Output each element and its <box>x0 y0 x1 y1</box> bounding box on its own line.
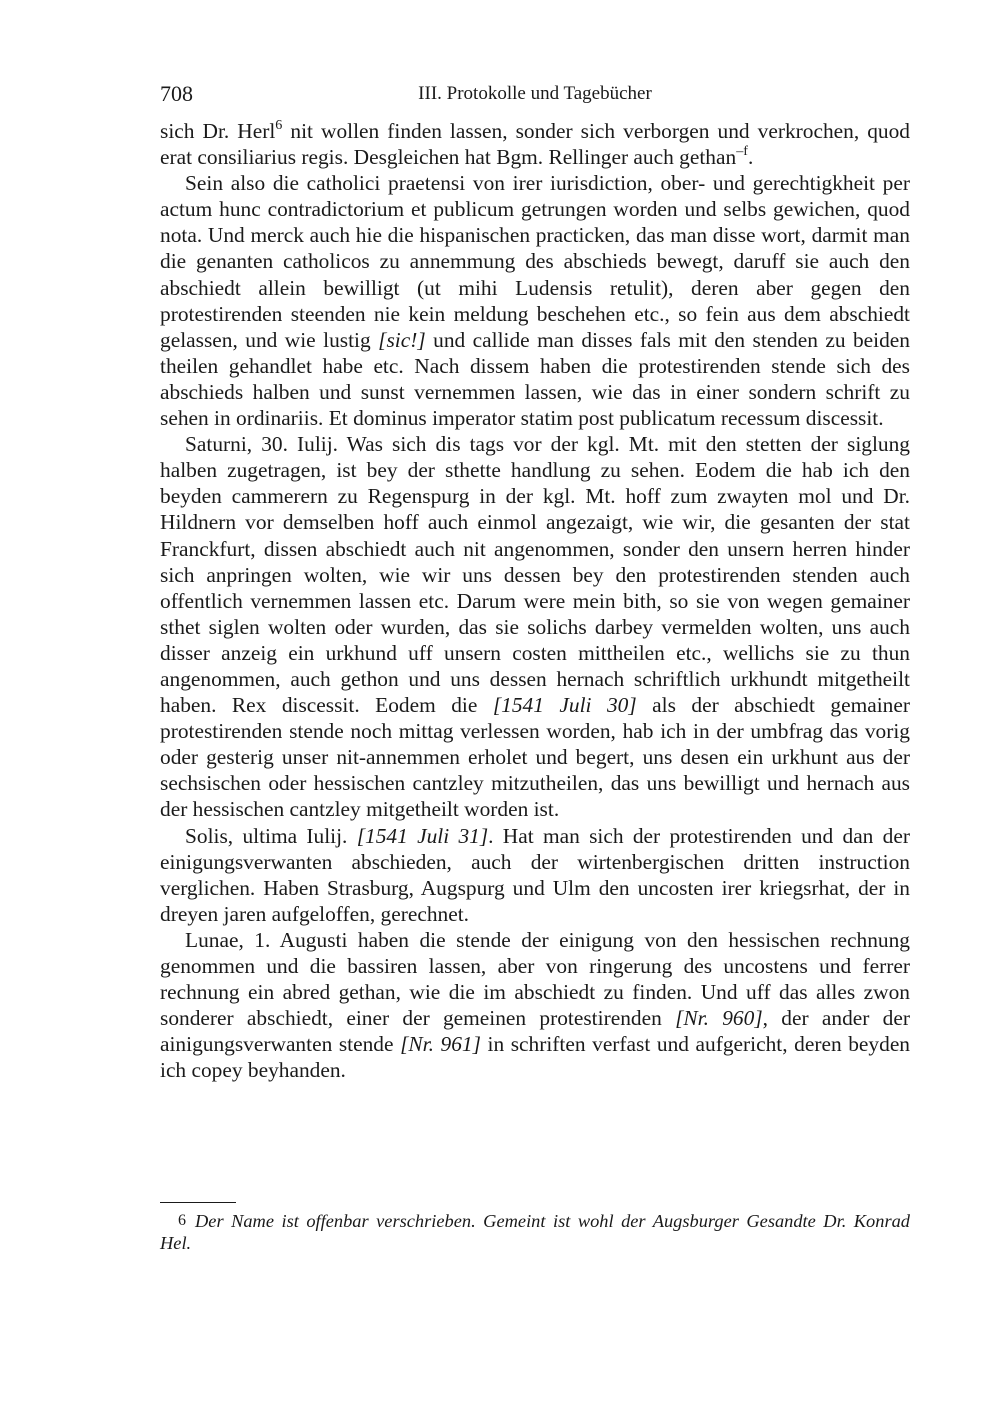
footnote-6 <box>160 1210 910 1254</box>
editorial-date-1541-07-31: [1541 Juli 31] <box>356 823 489 848</box>
body-text <box>160 118 910 1083</box>
paragraph-3-text-b: als der abschiedt gemainer protestirenden stende noch mittag verlessen worden, hab ich in der umbfrag das vorig oder gesterig unser nit-annemmen erholet und begert, uns desen ein urkhunt aus der sechsischen oder hessischen cantzley mitzutheilen, das uns bewilligt und hernach aus der hessischen cantzley mitgetheilt worden ist. <box>160 693 910 822</box>
paragraph-5-text-b: , der ander der ainigungsverwanten stende <box>160 1006 910 1057</box>
editorial-note-sic: [sic!] <box>378 327 426 352</box>
paragraph-2 <box>160 170 910 431</box>
paragraph-3 <box>160 431 910 822</box>
apparatus-mark: –f <box>736 143 748 160</box>
paragraph-5-text-a: Lunae, 1. Augusti haben die stende der einigung von den hessischen rechnung genommen und die bassiren lassen, aber von ringerung des uncostens und ferrer rechnung ein abred gethan, wie die im abschiedt zu finden. Und uff das alles zwon sonderer abschiedt, einer der gemeinen protestirenden <box>160 927 910 1031</box>
page-header <box>160 78 910 110</box>
paragraph-4-text-a: Solis, ultima Iulij. <box>185 823 357 848</box>
footnote-text: Der Name ist offenbar verschrieben. Gemeint ist wohl der Augsburger Gesandte Dr. Konrad Hel. <box>160 1211 910 1253</box>
editorial-ref-nr-961: [Nr. 961] <box>400 1032 481 1057</box>
editorial-ref-nr-960: [Nr. 960] <box>675 1006 763 1031</box>
editorial-date-1541-07-30: [1541 Juli 30] <box>492 693 637 718</box>
paragraph-2-text-b: und callide man disses fals mit den stenden zu beiden theilen gehandlet habe etc. Nach dissem haben die protestirenden stende sich des abschieds halben und sunst vernemmen lassen, wie das in einer sondern schrift zu sehen in ordinariis. Et dominus imperator statim post publicatum recessum discessit. <box>160 327 910 431</box>
paragraph-4-text-b: . Hat man sich der protestirenden und dan der einigungsverwanten abschieden, auch der wirtenbergischen dritten instruction verglichen. Haben Strasburg, Augspurg und Ulm den uncosten irer kriegsrhat, der in dreyen jaren aufgeloffen, gerechnet. <box>160 823 910 926</box>
paragraph-3-text-a: Saturni, 30. Iulij. Was sich dis tags vor der kgl. Mt. mit den stetten der siglung halben zugetragen, ist bey der sthette handlung zu sehen. Eodem die hab ich den beyden cammerern zu Regenspurg in der kgl. Mt. hoff zum zwayten mol und Dr. Hildnern vor demselben hoff auch einmol angezaigt, wie wir, die gesanten der stat Franckfurt, dissen abschiedt auch nit angenommen, sonder den unsern herren hinder sich anpringen wolten, wie wir uns dessen bey den protestirenden stenden auch offentlich vernemmen lassen etc. Darum were mein bith, so sie von wegen gemainer sthet siglen wolten oder wurden, das sie solichs darbey vermelden wolten, uns auch disser anzeig ein urkhund uff unsern costen mittheilen etc., wellichs sie zu thun angenommen, auch gethon und uns dessen hernach schriftlich urkhundt mitgetheilt haben. Rex discessit. Eodem die <box>160 432 910 718</box>
footnote-separator <box>160 1202 236 1203</box>
paragraph-1-text-b: nit wollen finden lassen, sonder sich verborgen und verkrochen, quod erat consiliarius regis. Desgleichen hat Bgm. Rellinger auch gethan <box>160 119 910 170</box>
paragraph-5-text-c: in schriften verfast und aufgericht, deren beyden ich copey beyhanden. <box>160 1032 911 1083</box>
page-number: 708 <box>160 81 193 106</box>
footnote-number: 6 <box>178 1212 186 1229</box>
footnote-reference-6: 6 <box>275 117 283 134</box>
paragraph-2-text-a: Sein also die catholici praetensi von irer iurisdiction, ober- und gerechtigkheit per actum hunc contradictorium et publicum getrungen worden und selbs gewichen, quod nota. Und merck auch hie die hispanischen practicken, das man disse wort, darmit man die genanten catholicos zu annemmung des abschieds bewegt, daruff sie auch den abschiedt allein bewilligt (ut mihi Ludensis retulit), deren aber gegen den protestirenden steenden nie kein meldung beschehen etc., so fein aus dem abschiedt gelassen, und wie lustig <box>160 171 910 352</box>
paragraph-5 <box>160 927 910 1084</box>
paragraph-1 <box>160 118 910 170</box>
paragraph-1-text-c: . <box>747 145 754 170</box>
paragraph-1-text-a: sich Dr. Herl <box>160 119 276 143</box>
paragraph-4 <box>160 823 910 927</box>
running-title: III. Protokolle und Tagebücher <box>418 83 652 104</box>
